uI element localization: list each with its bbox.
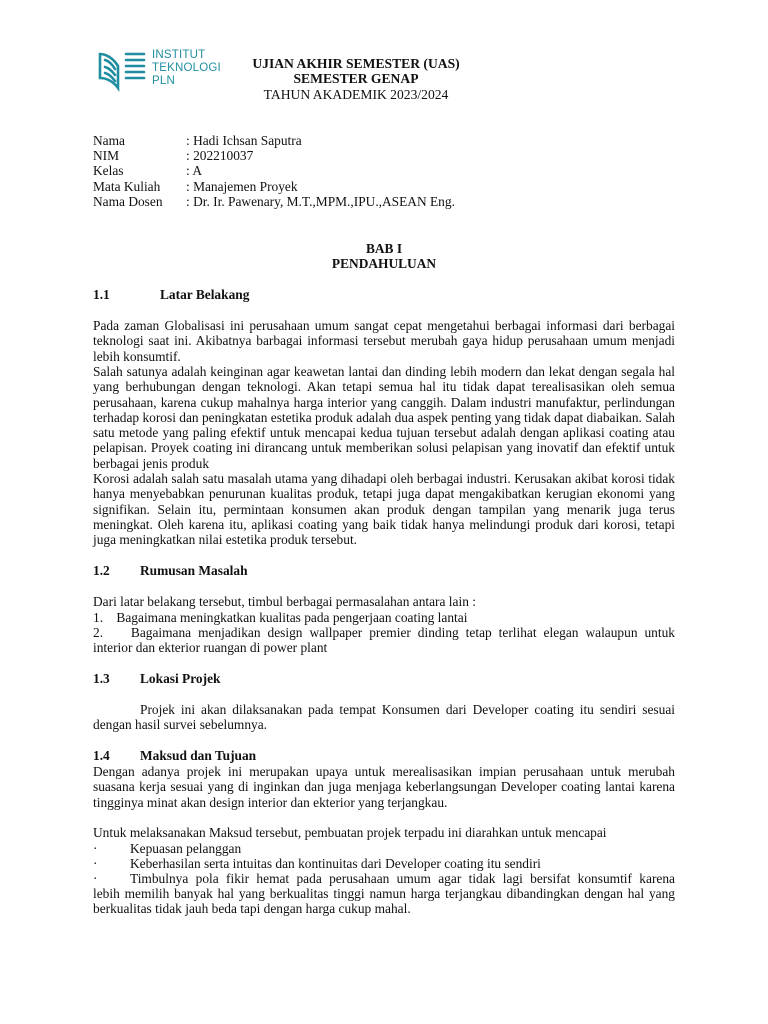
paragraph: Pada zaman Globalisasi ini perusahaan umum sangat cepat mengetahui berbagai informasi dari berbagai teknologi saat ini. Akibatnya barbagai informasi tersebut merubah gaya hidup perusahaan umum menjadi lebih konsumtif. [93, 318, 675, 364]
logo-line: PLN [152, 75, 175, 87]
section-heading [93, 671, 220, 686]
bullet-item [93, 841, 675, 856]
institution-logo [96, 44, 236, 100]
identity-row [93, 148, 455, 163]
bullet-mark: · [93, 841, 98, 856]
exam-title-line: TAHUN AKADEMIK 2023/2024 [263, 86, 449, 102]
section-title: Lokasi Projek [140, 671, 221, 686]
identity-label: NIM [93, 148, 120, 164]
identity-row [93, 194, 455, 209]
section-number: 1.2 [93, 563, 110, 578]
identity-row [93, 163, 455, 178]
paragraph: Projek ini akan dilaksanakan pada tempat Konsumen dari Developer coating itu sendiri sesuai dengan hasil survei sebelumnya. [93, 702, 675, 733]
identity-value: : Dr. Ir. Pawenary, M.T.,MPM.,IPU.,ASEAN Eng. [186, 193, 455, 209]
section-number: 1.4 [93, 748, 110, 763]
list-intro: Dari latar belakang tersebut, timbul berbagai permasalahan antara lain : [93, 594, 476, 609]
bullet-mark: · [93, 856, 98, 871]
book-emblem-icon [96, 48, 148, 94]
bullet-text: Timbulnya pola fikir hemat pada perusahaan umum agar tidak lagi bersifat konsumtif karena [130, 871, 675, 886]
identity-label: Kelas [93, 163, 124, 179]
list-intro: Untuk melaksanakan Maksud tersebut, pembuatan projek terpadu ini diarahkan untuk mencapai [93, 825, 607, 840]
section-heading [93, 287, 249, 302]
identity-value: : A [186, 163, 202, 179]
identity-label: Mata Kuliah [93, 178, 161, 194]
section-title: Latar Belakang [160, 287, 250, 302]
exam-title-line: UJIAN AKHIR SEMESTER (UAS) [252, 56, 460, 71]
section-title: Rumusan Masalah [140, 563, 248, 578]
identity-value: : Manajemen Proyek [186, 178, 298, 194]
exam-title-line: SEMESTER GENAP [293, 71, 419, 87]
paragraph: Salah satunya adalah keinginan agar keawetan lantai dan dinding lebih modern dan lekat dengan segala hal yang berhubungan dengan teknologi. Akan tetapi semua hal itu tidak dapat terealisasikan oleh semua perusahaan, karena cukup mahalnya harga interior yang canggih. Dalam industri manufaktur, perlindungan terhadap korosi dan peningkatan estetika produk adalah dua aspek penting yang tidak dapat diabaikan. Salah satu metode yang paling efektif untuk mencapai kedua tujuan tersebut adalah dengan aplikasi coating atau pelapisan. Proyek coating ini dirancang untuk memberikan solusi pelapisan yang inovatif dan efektif untuk berbagai jenis produk [93, 364, 675, 471]
bullet-item [93, 871, 675, 886]
bullet-mark: · [93, 871, 98, 886]
identity-row [93, 133, 455, 148]
list-item: 2. Bagaimana menjadikan design wallpaper premier dinding tetap terlihat elegan walaupun untuk [93, 625, 675, 640]
list-item: interior dan ekterior ruangan di power plant [93, 640, 328, 655]
bullet-text: Kepuasan pelanggan [130, 841, 242, 856]
section-heading [93, 563, 248, 578]
section-number: 1.3 [93, 671, 110, 686]
list-item: 1. Bagaimana meningkatkan kualitas pada pengerjaan coating lantai [93, 610, 468, 625]
identity-value: : 202210037 [186, 148, 254, 164]
paragraph: lebih memilih banyak hal yang berkualitas tinggi namun harga terjangkau dibandingkan dengan hal yang berkualitas tidak jauh beda tapi dengan harga cukup mahal. [93, 886, 675, 917]
bullet-text: Keberhasilan serta intuitas dan kontinuitas dari Developer coating itu sendiri [130, 856, 541, 871]
logo-line: TEKNOLOGI [152, 62, 221, 74]
section-heading [93, 748, 256, 763]
chapter-number: BAB I [365, 241, 403, 256]
logo-line: INSTITUT [152, 49, 206, 61]
identity-label: Nama Dosen [93, 193, 163, 209]
exam-title [236, 56, 476, 102]
section-number: 1.1 [93, 287, 110, 302]
bullet-item [93, 856, 675, 871]
identity-value: : Hadi Ichsan Saputra [186, 133, 302, 148]
paragraph: Korosi adalah salah satu masalah utama yang dihadapi oleh berbagai industri. Kerusakan akibat korosi tidak hanya menyebabkan penurunan kualitas produk, tetapi juga dapat mengakibatkan kerugian ekonomi yang signifikan. Selain itu, permintaan konsumen akan produk dengan tampilan yang menarik juga terus meningkat. Oleh karena itu, aplikasi coating yang baik tidak hanya melindungi produk dari korosi, tetapi juga meningkatkan nilai estetika produk tersebut. [93, 471, 675, 548]
document-header [96, 44, 716, 104]
chapter-title: PENDAHULUAN [331, 256, 437, 271]
paragraph: Dengan adanya projek ini merupakan upaya untuk merealisasikan impian perusahaan untuk merubah suasana kerja sesuai yang di inginkan dan juga menjaga keberlangsungan Developer coating lantai karena tingginya minat akan design interior dan ekterior yang terjangkau. [93, 764, 675, 810]
identity-row [93, 179, 455, 194]
section-title: Maksud dan Tujuan [140, 748, 257, 763]
student-identity [93, 133, 455, 209]
logo-text [152, 49, 221, 88]
identity-label: Nama [93, 133, 125, 148]
